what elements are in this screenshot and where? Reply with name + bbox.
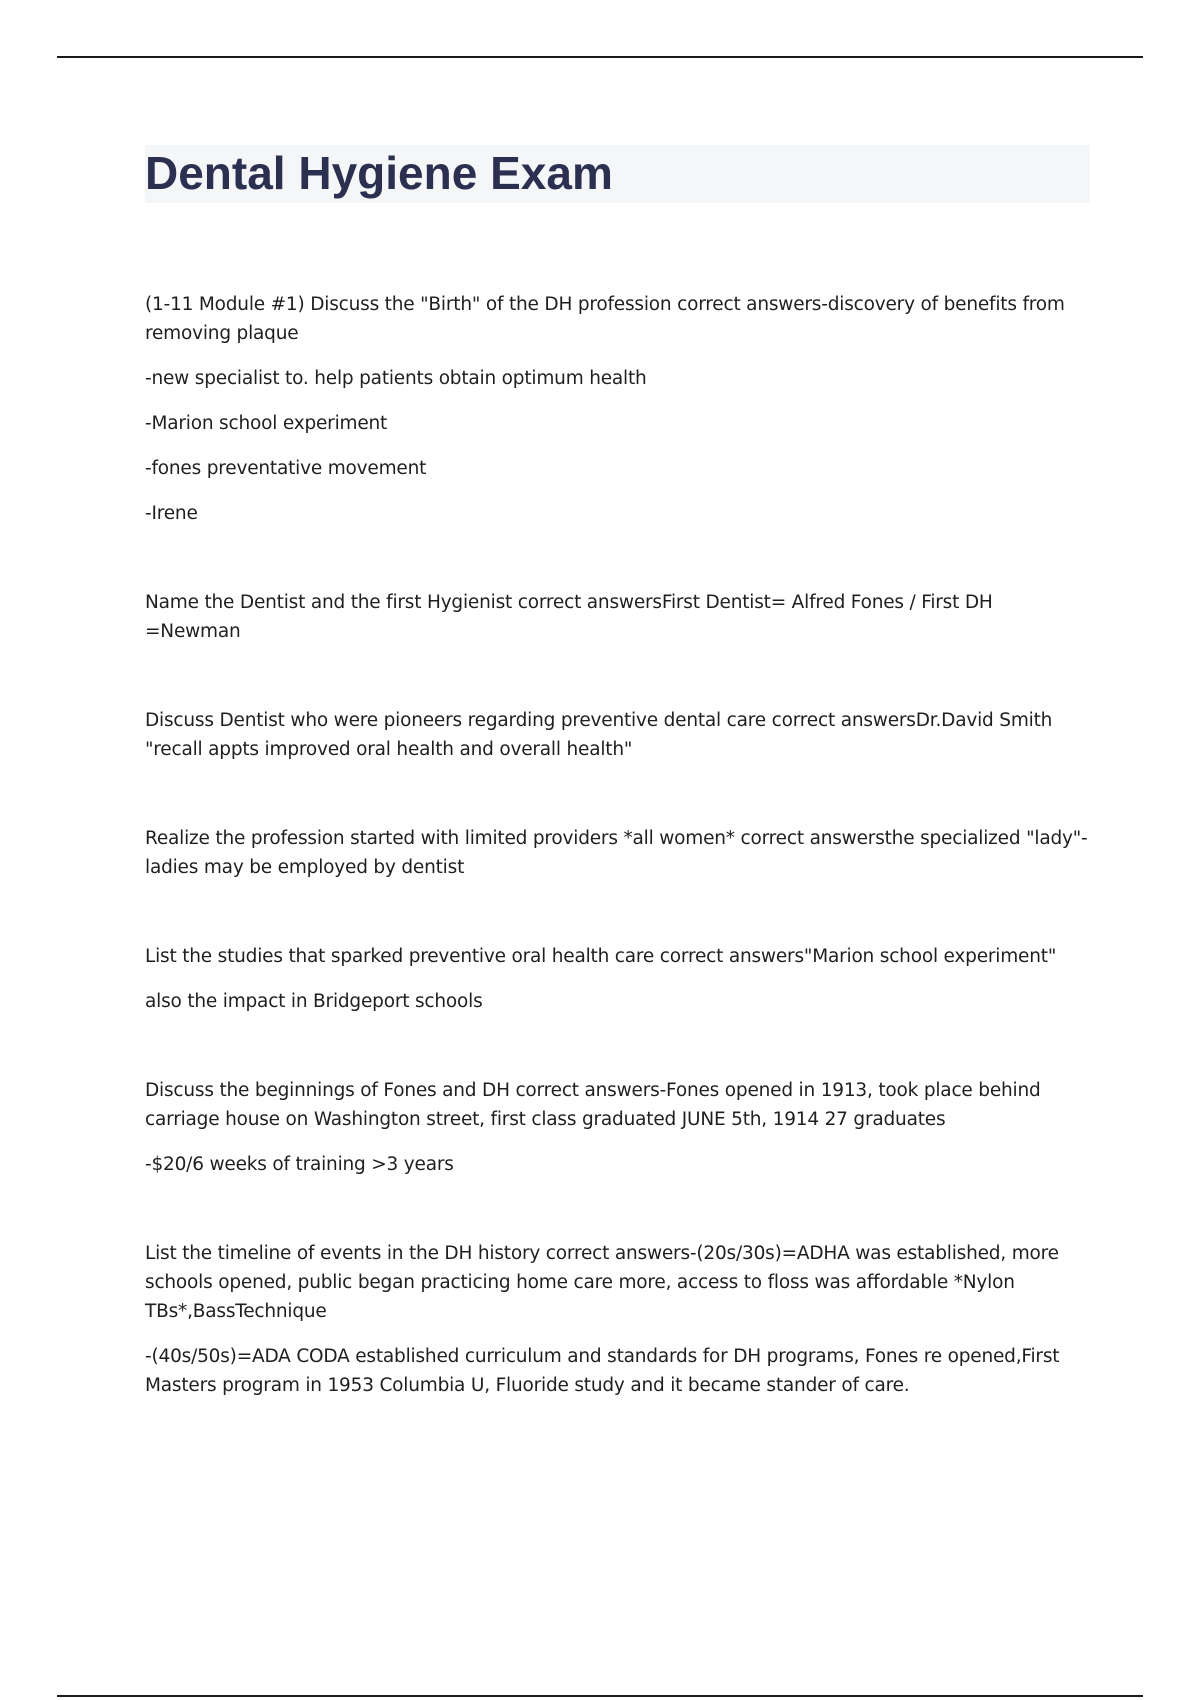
qa-question: (1-11 Module #1) Discuss the "Birth" of the DH profession correct answers-discovery of benefits from removing plaque (145, 294, 1065, 344)
qa-question: Discuss Dentist who were pioneers regarding preventive dental care correct answersDr.David Smith "recall appts improved oral health and overall health" (145, 710, 1053, 760)
qa-entry (145, 1239, 1090, 1400)
qa-entry (145, 588, 1090, 646)
qa-answer-line: -Irene (145, 503, 198, 524)
qa-answer-line: -fones preventative movement (145, 458, 427, 479)
qa-answer-line: -new specialist to. help patients obtain optimum health (145, 368, 647, 389)
qa-entry (145, 824, 1090, 882)
top-divider (57, 56, 1143, 58)
document-body (145, 290, 1090, 1460)
qa-question: Discuss the beginnings of Fones and DH correct answers-Fones opened in 1913, took place behind carriage house on Washington street, first class graduated JUNE 5th, 1914 27 graduates (145, 1080, 1041, 1130)
document-title: Dental Hygiene Exam (145, 147, 613, 199)
qa-answer-line: -(40s/50s)=ADA CODA established curriculum and standards for DH programs, Fones re opened,First Masters program in 1953 Columbia U, Fluoride study and it became stander of care. (145, 1346, 1060, 1396)
qa-entry (145, 1076, 1090, 1179)
qa-question: Name the Dentist and the first Hygienist correct answersFirst Dentist= Alfred Fones / First DH =Newman (145, 592, 993, 642)
qa-answer-line: -$20/6 weeks of training >3 years (145, 1154, 454, 1175)
qa-question: List the timeline of events in the DH history correct answers-(20s/30s)=ADHA was established, more schools opened, public began practicing home care more, access to floss was affordable *Nylon TBs*,BassTechnique (145, 1243, 1059, 1322)
qa-question: List the studies that sparked preventive oral health care correct answers"Marion school experiment" (145, 946, 1057, 967)
qa-answer-line: -Marion school experiment (145, 413, 388, 434)
qa-entry (145, 290, 1090, 528)
qa-entry (145, 706, 1090, 764)
qa-question: Realize the profession started with limited providers *all women* correct answersthe specialized "lady"- ladies may be employed by dentist (145, 828, 1088, 878)
bottom-divider (57, 1695, 1143, 1697)
qa-answer-line: also the impact in Bridgeport schools (145, 991, 483, 1012)
qa-entry (145, 942, 1090, 1016)
